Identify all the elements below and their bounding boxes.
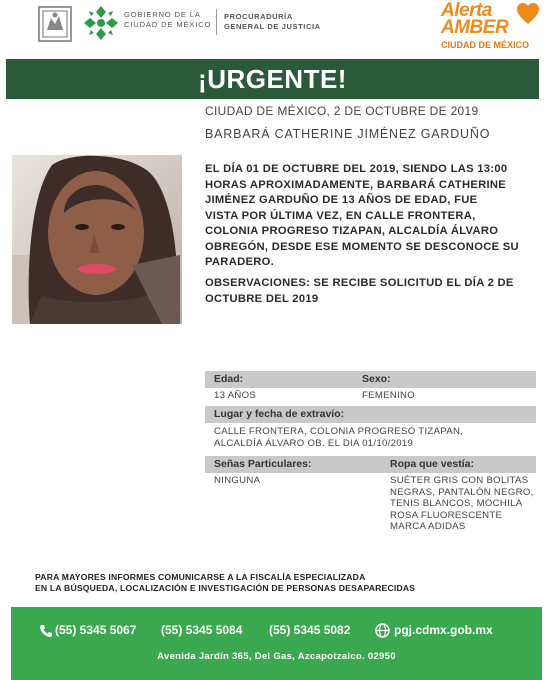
phone-1[interactable]: (55) 5345 5067 — [55, 623, 137, 637]
amber-text: AMBER — [441, 17, 509, 38]
sexo-value: FEMENINO — [362, 390, 416, 401]
globe-icon — [375, 623, 390, 638]
narrative: EL DÍA 01 DE OCTUBRE DEL 2019, SIENDO LAS 13:00 HORAS APROXIMADAMENTE, BARBARÁ CATHERINE JIMÉNEZ GARDUÑO DE 13 AÑOS DE EDAD, FUE VISTA POR ÚLTIMA VEZ, EN CALLE FRONTERA, COLONIA PROGRESO TIZAPAN, ALCALDÍA ÁLVARO OBREGÓN, DESDE ESE MOMENTO SE DESCONOCE SU PARADERO. — [205, 163, 519, 268]
phone-2[interactable]: (55) 5345 5084 — [161, 623, 243, 637]
senas-label: Señas Particulares: — [214, 458, 312, 470]
senas-ropa-header — [205, 456, 536, 473]
heart-icon — [515, 2, 541, 26]
observaciones: OBSERVACIONES: SE RECIBE SOLICITUD EL DÍA 2 DE OCTUBRE DEL 2019 — [205, 277, 514, 305]
missing-person-name: BARBARÁ CATHERINE JIMÉNEZ GARDUÑO — [205, 127, 491, 141]
lugar-header — [205, 406, 536, 423]
urgent-banner: ¡URGENTE! — [6, 59, 539, 99]
senas-value: NINGUNA — [214, 475, 261, 486]
contact-footer — [11, 607, 542, 680]
phone-3[interactable]: (55) 5345 5082 — [269, 623, 351, 637]
cdmx-logo-icon — [82, 4, 120, 42]
ropa-value: SUÉTER GRIS CON BOLITAS NEGRAS, PANTALÓN NEGRO, TENIS BLANCOS, MOCHILA ROSA FLUORESCENTE MARCA ADIDAS — [390, 475, 534, 532]
edad-label: Edad: — [214, 373, 244, 385]
footer-note: PARA MAYORES INFORMES COMUNICARSE A LA FISCALÍA ESPECIALIZADA EN LA BÚSQUEDA, LOCALIZACIÓN E INVESTIGACIÓN DE PERSONAS DESAPARECIDAS — [35, 572, 416, 593]
ropa-label: Ropa que vestía: — [390, 458, 475, 470]
website-link[interactable]: pgj.cdmx.gob.mx — [394, 623, 493, 637]
lugar-value: CALLE FRONTERA, COLONIA PROGRESO TIZAPAN, ALCALDÍA ÁLVARO OB. EL DIA 01/10/2019 — [214, 426, 464, 449]
header-divider — [216, 9, 217, 35]
alerta-text: Alerta — [441, 0, 492, 21]
mexico-coat-of-arms-icon — [38, 6, 72, 42]
header — [0, 0, 553, 58]
address: Avenida Jardín 365, Del Gas, Azcapotzalco. 02950 — [157, 651, 396, 662]
dateline: CIUDAD DE MÉXICO, 2 DE OCTUBRE DE 2019 — [205, 104, 479, 118]
procuraduria-label: PROCURADURÍA GENERAL DE JUSTICIA — [224, 12, 321, 31]
sexo-label: Sexo: — [362, 373, 391, 385]
lugar-label: Lugar y fecha de extravío: — [214, 408, 345, 420]
gobierno-label: GOBIERNO DE LA CIUDAD DE MÉXICO — [124, 10, 212, 29]
amber-city-text: CIUDAD DE MÉXICO — [441, 40, 530, 50]
missing-person-photo — [12, 155, 182, 324]
edad-value: 13 AÑOS — [214, 390, 257, 401]
alerta-amber-logo — [441, 0, 545, 56]
phone-icon — [39, 624, 53, 638]
edad-sexo-header — [205, 371, 536, 388]
